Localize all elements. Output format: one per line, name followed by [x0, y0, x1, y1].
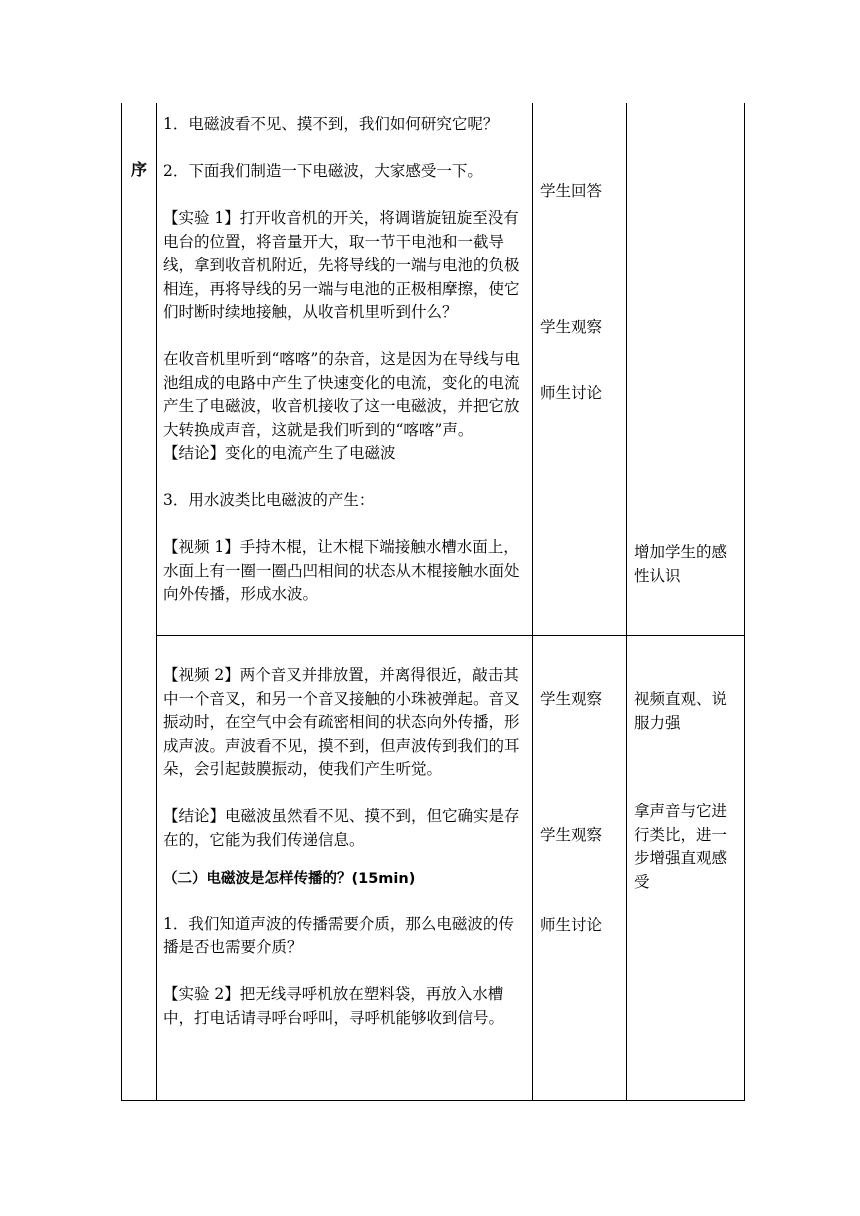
table-divider-student: [626, 103, 627, 1101]
question-medium: 1．我们知道声波的传播需要介质，那么电磁波的传播是否也需要介质？: [163, 914, 514, 956]
video-2: 【视频 2】两个音叉并排放置，并离得很近，敲击其中一个音叉，和另一个音叉接触的小珠被弹起。音叉振动时，在空气中会有疏密相间的状态向外传播，形成声波。声波看不见，摸不到，但声波传到我们的耳朵，会引起鼓膜振动，使我们产生听觉。: [163, 666, 520, 778]
table-border-bottom: [121, 1100, 745, 1101]
student-activity-discuss-1: 师生讨论: [540, 384, 603, 402]
section-heading-propagation: （二）电磁波是怎样传播的？(15min): [163, 871, 416, 887]
student-activity-observe-1: 学生观察: [540, 318, 603, 336]
student-activity-observe-2: 学生观察: [540, 690, 603, 708]
conclusion-2: 【结论】电磁波虽然看不见、摸不到，但它确实是存在的，它能为我们传递信息。: [163, 807, 520, 849]
teacher-activity-upper: [163, 113, 525, 607]
teacher-activity-lower: [163, 664, 525, 1030]
student-activity-discuss-2: 师生讨论: [540, 916, 603, 934]
student-activity-observe-3: 学生观察: [540, 826, 603, 844]
stage-label: 序: [130, 160, 147, 179]
table-divider-teacher: [532, 103, 533, 1101]
design-note-analogy: 拿声音与它进行类比，进一步增强直观感受: [634, 802, 728, 891]
design-note-video: 视频直观、说服力强: [634, 690, 728, 732]
question-1: 1．电磁波看不见、摸不到，我们如何研究它呢？: [163, 115, 499, 133]
question-3: 3．用水波类比电磁波的产生：: [163, 491, 375, 509]
conclusion-1: 【结论】变化的电流产生了电磁波: [163, 444, 396, 462]
question-2: 2．下面我们制造一下电磁波，大家感受一下。: [163, 162, 483, 180]
experiment-1-explanation: 在收音机里听到“喀喀”的杂音，这是因为在导线与电池组成的电路中产生了快速变化的电流，变化的电流产生了电磁波，收音机接收了这一电磁波，并把它放大转换成声音，这就是我们听到的“喀喀”声。: [163, 350, 520, 439]
table-row-divider: [156, 635, 745, 636]
table-border-left: [121, 103, 122, 1101]
experiment-1: 【实验 1】打开收音机的开关，将调谐旋钮旋至没有电台的位置，将音量开大，取一节干电池和一截导线，拿到收音机附近，先将导线的一端与电池的负极相连，再将导线的另一端与电池的正极相摩擦，使它们时断时续地接触，从收音机里听到什么？: [163, 209, 520, 321]
table-border-right: [744, 103, 745, 1101]
experiment-2: 【实验 2】把无线寻呼机放在塑料袋，再放入水槽中，打电话请寻呼台呼叫，寻呼机能够收到信号。: [163, 985, 505, 1027]
student-activity-answer: 学生回答: [540, 182, 603, 200]
design-note-perception: 增加学生的感性认识: [634, 543, 728, 585]
table-divider-stage: [156, 103, 157, 1101]
video-1: 【视频 1】手持木棍，让木棍下端接触水槽水面上，水面上有一圈一圈凸凹相间的状态从木棍接触水面处向外传播，形成水波。: [163, 538, 520, 603]
